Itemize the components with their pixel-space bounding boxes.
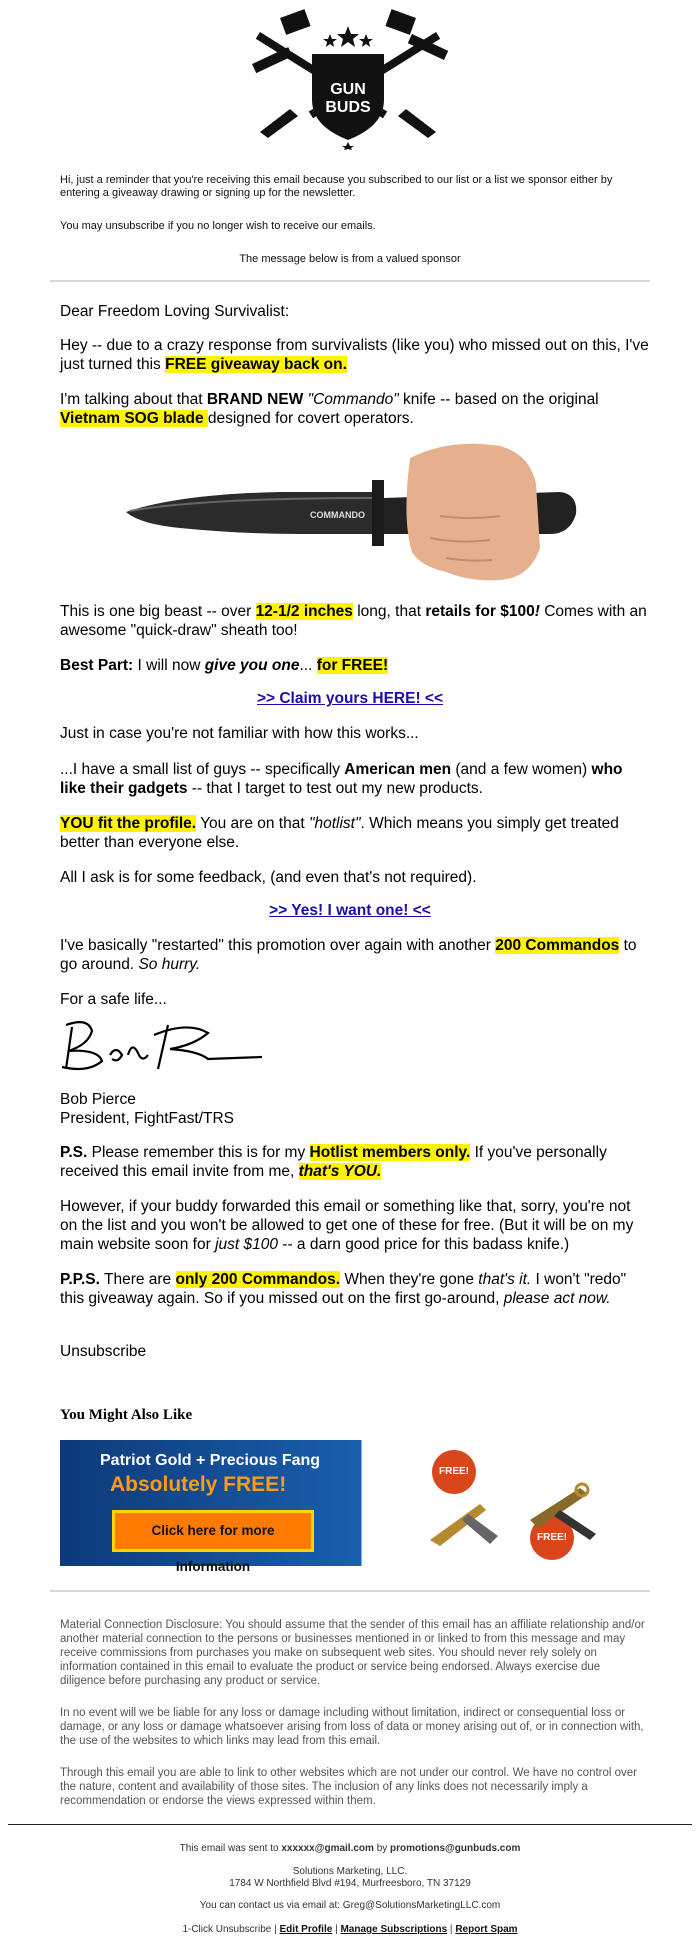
free-badge: FREE! <box>530 1516 574 1560</box>
disclaimer-p3: Through this email you are able to link to other websites which are not under our control. We have no control over the nature, content and availability of those sites. The inclusion of any links does not necessarily imply a recommendation or endorse the views expressed within them. <box>60 1767 638 1807</box>
gunbuds-logo <box>250 14 446 150</box>
banner-line2: Absolutely FREE! <box>110 1473 287 1496</box>
reminder-text: Hi, just a reminder that you're receiving this email because you subscribed to our list or a list we sponsor either by entering a giveaway drawing or signing up for the newsletter. <box>60 174 613 199</box>
edit-profile-link[interactable]: Edit Profile <box>279 1924 333 1935</box>
sig-title: President, FightFast/TRS <box>60 1110 235 1127</box>
commando-knife-image <box>120 440 580 586</box>
divider <box>50 280 650 282</box>
knives-image <box>420 1480 630 1560</box>
knife-brand: COMMANDO <box>310 510 365 520</box>
company-address: 1784 W Northfield Blvd #194, Murfreesboro, TN 37129 <box>229 1878 471 1889</box>
unsubscribe-note: You may unsubscribe if you no longer wish to receive our emails. <box>60 220 376 232</box>
ps-paragraph: P.S. Please remember this is for my Hotlist members only. If you've personally received this email invite from me, that's YOU. <box>60 1144 607 1180</box>
contact-line: You can contact us via email at: Greg@SolutionsMarketingLLC.com <box>199 1900 501 1911</box>
logo-line1: GUN <box>330 81 366 98</box>
want-one-link[interactable]: >> Yes! I want one! << <box>269 902 431 919</box>
free-badge: FREE! <box>432 1450 476 1494</box>
paragraph-1: Hey -- due to a crazy response from survivalists (like you) who missed out on this, I've just turned this FREE giveaway back on. <box>60 337 649 373</box>
paragraph-5: Just in case you're not familiar with how this works... <box>60 725 419 742</box>
logo-line2: BUDS <box>325 99 371 116</box>
unsubscribe-link[interactable]: Unsubscribe <box>60 1343 147 1360</box>
disclaimer-p2: In no event will we be liable for any loss or damage including without limitation, indirect or consequential loss or damage, or any loss or damage whatsoever arising from loss of data or money arising out of, or in connection with, the use of the websites to which links may lead from this email. <box>60 1707 644 1747</box>
paragraph-3: This is one big beast -- over 12-1/2 inches long, that retails for $100! Comes with an awesome "quick-draw" sheath too! <box>60 603 647 639</box>
recommend-title: You Might Also Like <box>60 1407 193 1423</box>
signature-image <box>58 1015 268 1079</box>
one-click-unsubscribe[interactable]: 1-Click Unsubscribe <box>182 1924 272 1935</box>
footer-divider <box>8 1824 692 1825</box>
claim-link[interactable]: >> Claim yours HERE! << <box>256 690 444 707</box>
pps-paragraph: P.P.S. There are only 200 Commandos. When they're gone that's it. I won't "redo" this giveaway again. So if you missed out on the first go-around, please act now. <box>60 1271 627 1307</box>
sent-to-line: This email was sent to xxxxxx@gmail.com by promotions@gunbuds.com <box>179 1843 521 1854</box>
paragraph-6: ...I have a small list of guys -- specifically American men (and a few women) who like their gadgets -- that I target to test out my new products. <box>60 761 623 797</box>
sig-name: Bob Pierce <box>60 1091 136 1108</box>
report-spam-link[interactable]: Report Spam <box>455 1924 518 1935</box>
paragraph-8: All I ask is for some feedback, (and even that's not required). <box>60 869 477 886</box>
divider <box>50 1590 650 1592</box>
banner-line1: Patriot Gold + Precious Fang <box>100 1452 321 1469</box>
paragraph-11: However, if your buddy forwarded this email or something like that, sorry, you're not on the list and you won't be allowed to get one of these for free. (But it will be on my main website soon for just $100 -- a darn good price for this badass knife.) <box>60 1198 634 1253</box>
paragraph-9: I've basically "restarted" this promotion over again with another 200 Commandos to go around. So hurry. <box>60 937 637 973</box>
paragraph-7: YOU fit the profile. You are on that "hotlist". Which means you simply get treated better than everyone else. <box>60 815 619 851</box>
banner-button[interactable]: Click here for more Information <box>112 1510 314 1552</box>
paragraph-4: Best Part: I will now give you one... for FREE! <box>60 657 389 674</box>
manage-subscriptions-link[interactable]: Manage Subscriptions <box>340 1924 448 1935</box>
promo-banner[interactable] <box>60 1440 640 1574</box>
paragraph-2: I'm talking about that BRAND NEW "Commando" knife -- based on the original Vietnam SOG blade designed for covert operators. <box>60 391 599 427</box>
disclaimer-p1: Material Connection Disclosure: You should assume that the sender of this email has an affiliate relationship and/or another material connection to the persons or businesses mentioned in or linked to from this message and may receive commissions from purchases you make on subsequent web sites. You should never rely solely on information contained in this email to evaluate the product or service being endorsed. Always exercise due diligence before purchasing any product or service. <box>60 1619 645 1687</box>
company-name: Solutions Marketing, LLC. <box>292 1866 408 1877</box>
footer-links: 1-Click Unsubscribe | Edit Profile | Manage Subscriptions | Report Spam <box>182 1924 518 1935</box>
greeting: Dear Freedom Loving Survivalist: <box>60 303 290 320</box>
sponsor-note: The message below is from a valued sponsor <box>239 253 461 265</box>
paragraph-10: For a safe life... <box>60 991 167 1008</box>
